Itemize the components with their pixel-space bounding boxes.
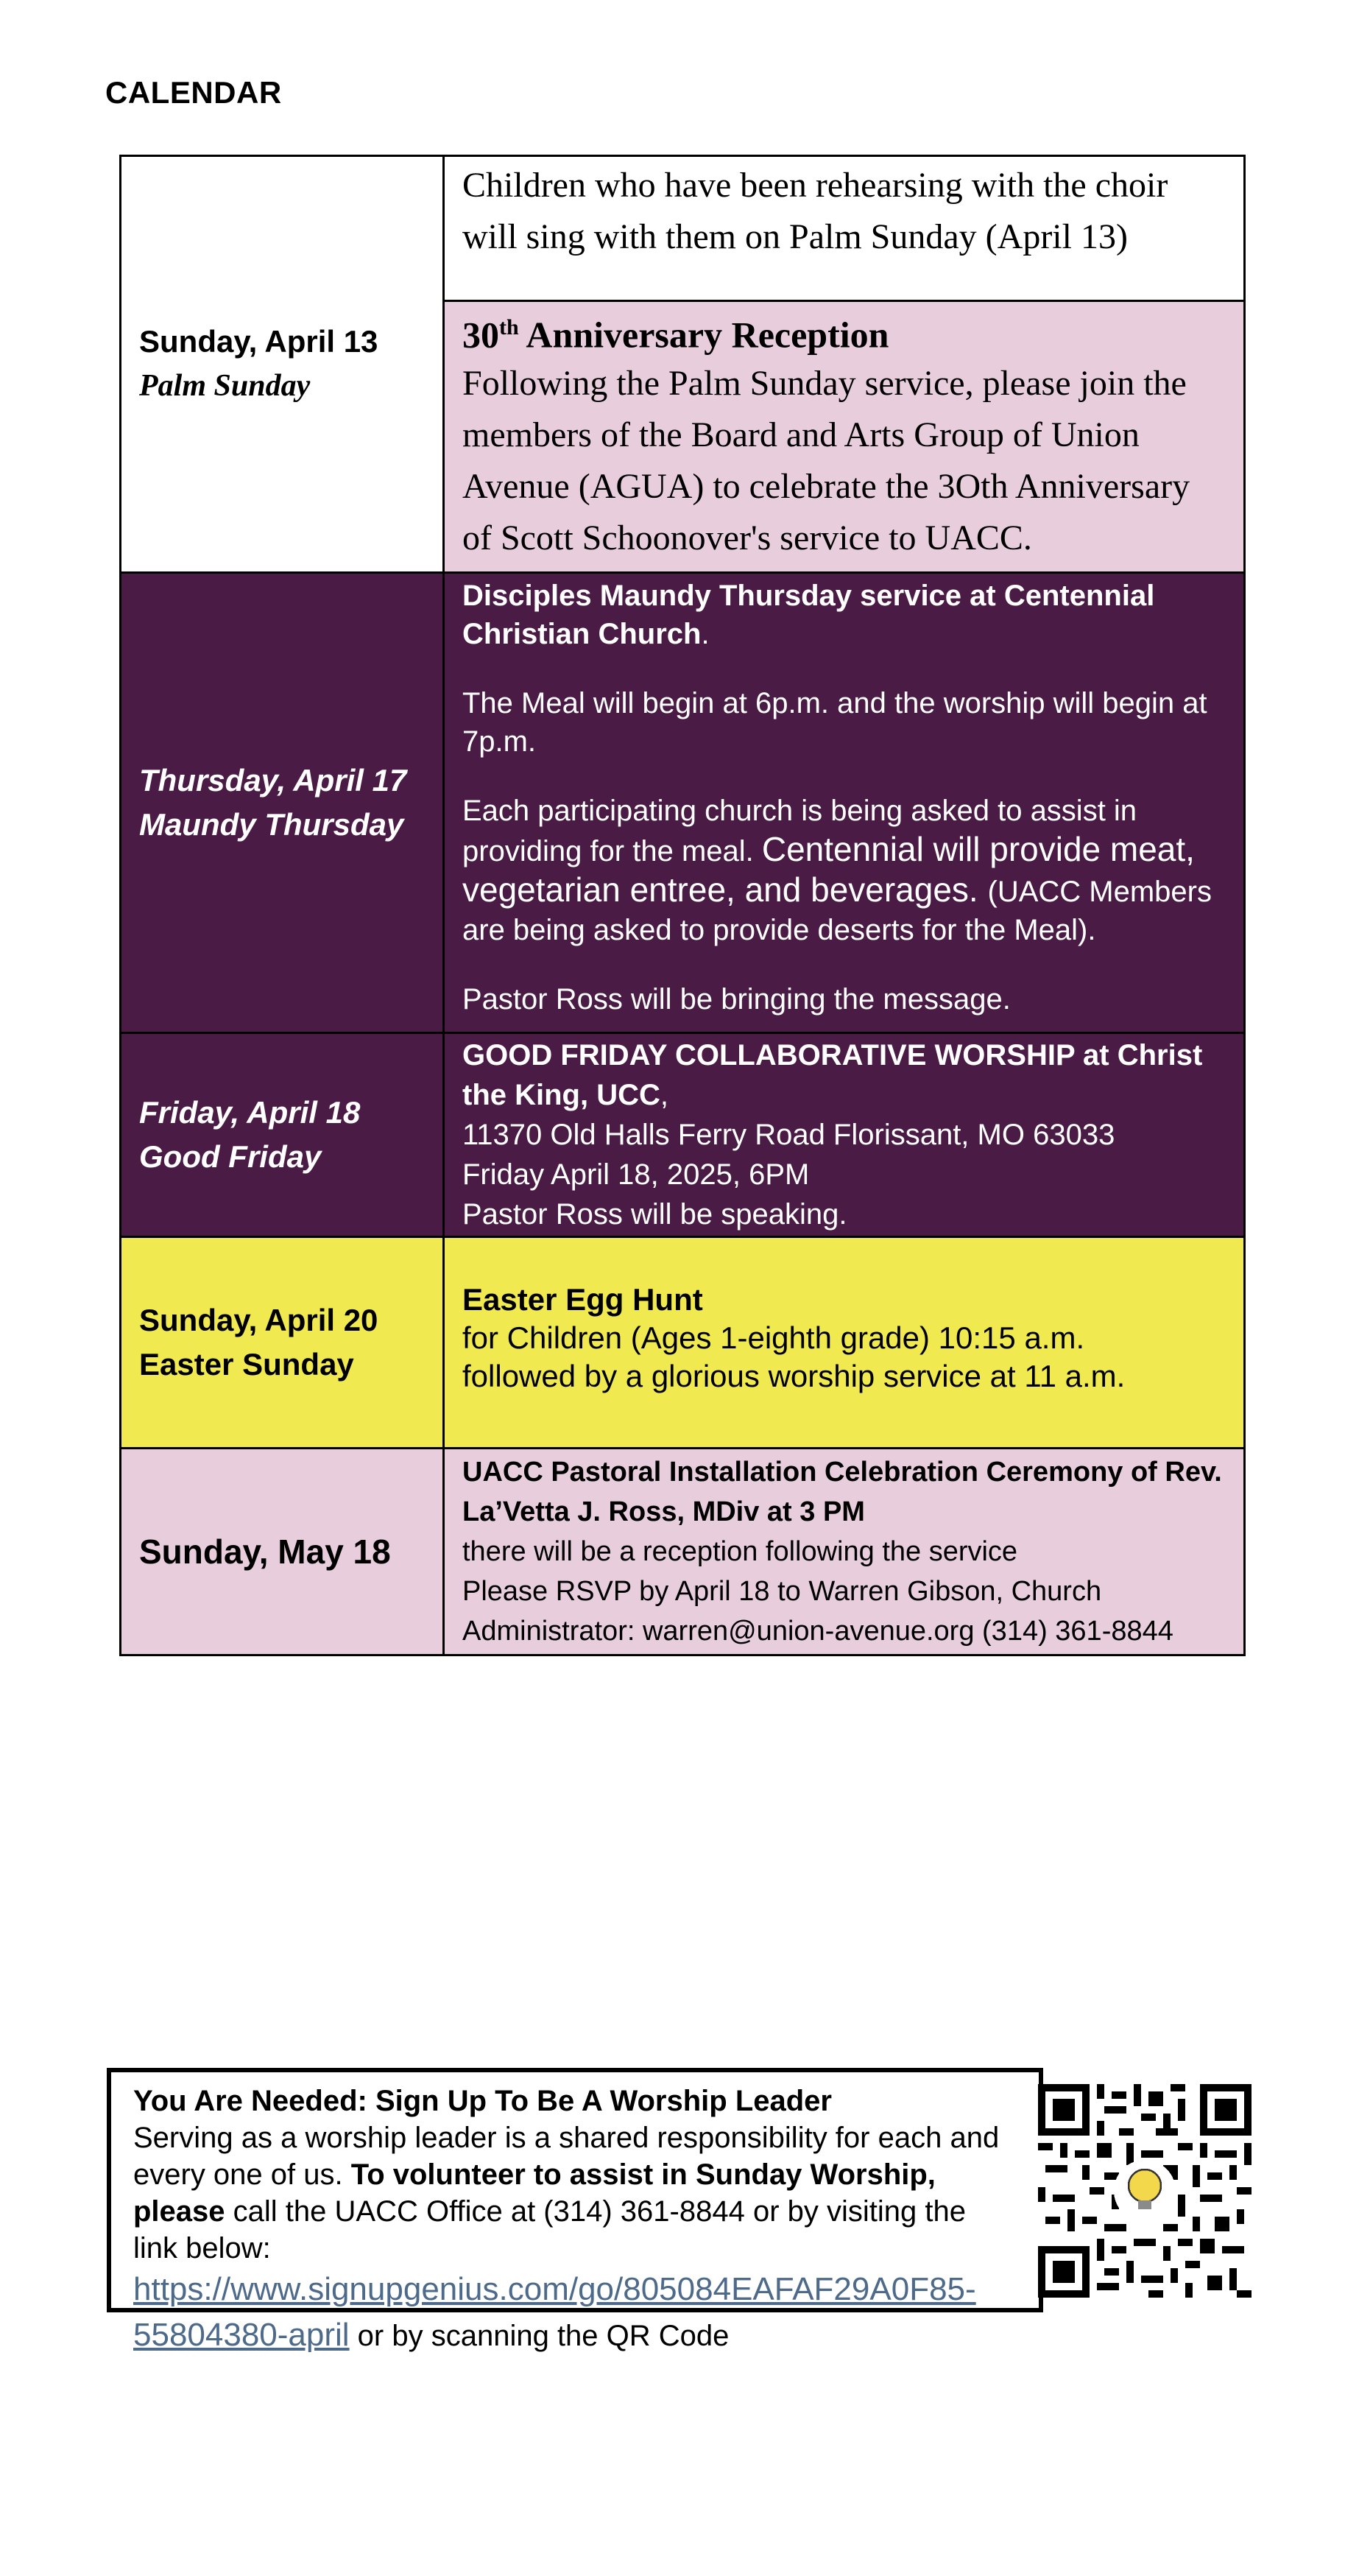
- date-label: Thursday, April 17: [139, 762, 407, 798]
- choir-cell: [444, 156, 1245, 301]
- date-cell-maundy-thursday: [121, 572, 444, 1032]
- installation-line-1: there will be a reception following the service: [462, 1535, 1018, 1567]
- date-sublabel: Easter Sunday: [139, 1346, 354, 1382]
- worship-leader-link-line: [133, 2267, 1017, 2358]
- date-label: Friday, April 18: [139, 1094, 361, 1130]
- maundy-title: Disciples Maundy Thursday service at Centennial Christian Church.: [462, 579, 1155, 650]
- maundy-meal-time: The Meal will begin at 6p.m. and the worship will begin at 7p.m.: [462, 686, 1207, 758]
- easter-line-2: followed by a glorious worship service at 11 a.m.: [462, 1358, 1126, 1393]
- table-row: [121, 1032, 1245, 1236]
- date-label: Sunday, April 20: [139, 1302, 378, 1337]
- date-label: Sunday, April 13: [139, 324, 378, 359]
- installation-title: UACC Pastoral Installation Celebration Ceremony of Rev. La’Vetta J. Ross, MDiv at 3 PM: [462, 1456, 1222, 1527]
- qr-text: or by scanning the QR Code: [349, 2320, 730, 2352]
- installation-line-2: Please RSVP by April 18 to Warren Gibson, Church Administrator: warren@union-avenue.org (314) 361-8844: [462, 1575, 1173, 1647]
- installation-cell: [444, 1448, 1245, 1655]
- worship-leader-box: [107, 2068, 1043, 2353]
- worship-leader-title: You Are Needed: Sign Up To Be A Worship Leader: [133, 2085, 832, 2117]
- qr-code-icon[interactable]: [1038, 2084, 1252, 2298]
- choir-text: Children who have been rehearsing with the choir will sing with them on Palm Sunday (April 13): [462, 166, 1168, 256]
- easter-cell: [444, 1236, 1245, 1448]
- table-row: [121, 156, 1245, 301]
- date-cell-may-18: [121, 1448, 444, 1655]
- maundy-message: Pastor Ross will be bringing the message.: [462, 982, 1011, 1016]
- table-row: [121, 1448, 1245, 1655]
- maundy-assist: Each participating church is being asked to assist in providing for the meal. Centennial will provide meat, vegetarian entree, and beverages. (UACC Members are being asked to provide deserts for the Meal).: [462, 794, 1212, 946]
- calendar-table: [119, 155, 1246, 1656]
- reception-title: 30th Anniversary Reception: [462, 314, 889, 356]
- date-cell-palm-sunday: [121, 156, 444, 573]
- easter-title: Easter Egg Hunt: [462, 1281, 703, 1317]
- date-sublabel: Maundy Thursday: [139, 806, 404, 842]
- good-friday-speaker: Pastor Ross will be speaking.: [462, 1197, 847, 1231]
- easter-line-1: for Children (Ages 1-eighth grade) 10:15 a.m.: [462, 1320, 1085, 1355]
- signup-link[interactable]: https://www.signupgenius.com/go/805084EAFAF29A0F85-55804380-april: [133, 2271, 976, 2353]
- maundy-cell: [444, 572, 1245, 1032]
- date-label: Sunday, May 18: [139, 1532, 391, 1571]
- table-row: [121, 1236, 1245, 1448]
- date-sublabel: Good Friday: [139, 1139, 322, 1174]
- good-friday-address: 11370 Old Halls Ferry Road Florissant, MO 63033: [462, 1118, 1115, 1151]
- table-row: [121, 572, 1245, 1032]
- reception-cell: [444, 301, 1245, 573]
- date-cell-easter: [121, 1236, 444, 1448]
- date-sublabel: Palm Sunday: [139, 369, 311, 404]
- worship-leader-text: Serving as a worship leader is a shared responsibility for each and every one of us. To volunteer to assist in Sunday Worship, please call the UACC Office at (314) 361-8844 or by visiting the link below:: [133, 2122, 1000, 2264]
- good-friday-when: Friday April 18, 2025, 6PM: [462, 1158, 810, 1191]
- good-friday-cell: [444, 1032, 1245, 1236]
- page-heading: CALENDAR: [105, 75, 282, 110]
- good-friday-title: GOOD FRIDAY COLLABORATIVE WORSHIP at Christ the King, UCC,: [462, 1038, 1203, 1111]
- date-cell-good-friday: [121, 1032, 444, 1236]
- reception-text: Following the Palm Sunday service, please join the members of the Board and Arts Group of Union Avenue (AGUA) to celebrate the 3Oth Anniversary of Scott Schoonover's service to UACC.: [462, 363, 1190, 557]
